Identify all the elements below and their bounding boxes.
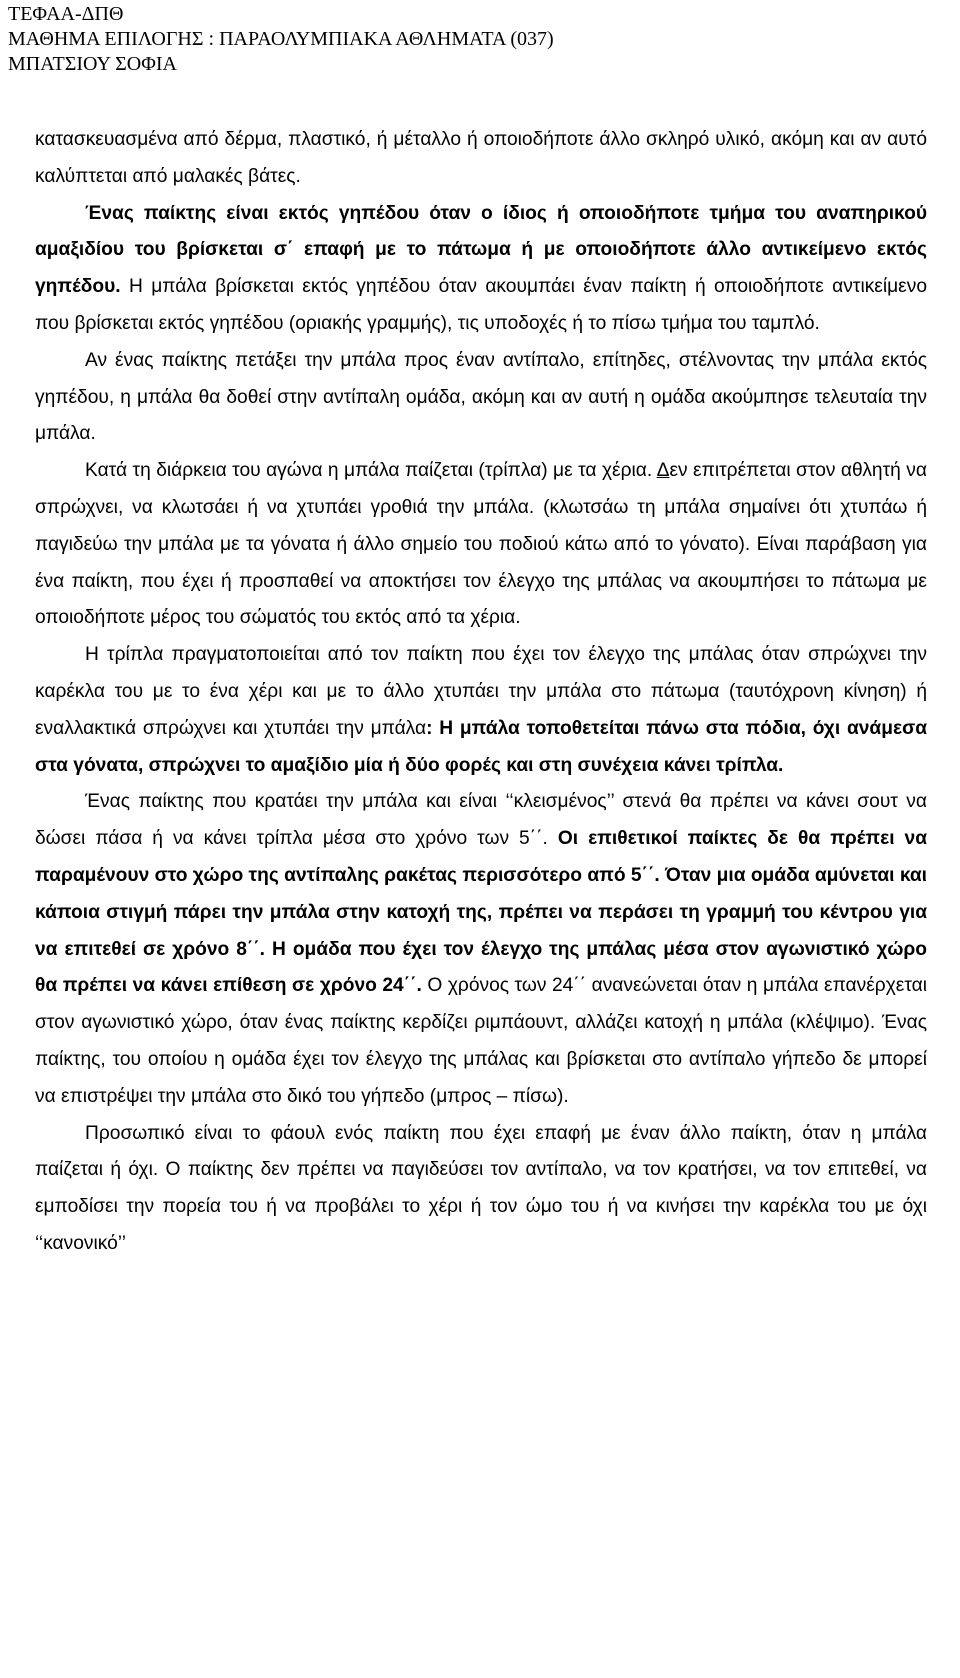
paragraph-5-bold: : Η μπάλα τοποθετείται πάνω στα πόδια, όχι ανάμεσα στα γόνατα, σπρώχνει το αμαξίδιο μία ή δύο φορές και στη συνέχεια κάνει τρίπλα. — [35, 717, 927, 776]
paragraph-7: Προσωπικό είναι το φάουλ ενός παίκτη που έχει επαφή με έναν άλλο παίκτη, όταν η μπάλα παίζεται ή όχι. Ο παίκτης δεν πρέπει να παγιδεύσει τον αντίπαλο, να τον κρατήσει, να τον επιτεθεί, να εμποδίσει την πορεία του ή να προβάλει το χέρι ή τον ώμο του ή να κινήσει την καρέκλα του με όχι ‘‘κανονικό’’ — [35, 1122, 927, 1254]
paragraph-6-bold: Οι επιθετικοί παίκτες δε θα πρέπει να παραμένουν στο χώρο της αντίπαλης ρακέτας περισσότερο από 5΄΄. Όταν μια ομάδα αμύνεται και κάποια στιγμή πάρει την μπάλα στην κατοχή της, πρέπει να περάσει τη γραμμή του κέντρου για να επιτεθεί σε χρόνο 8΄΄. Η ομάδα που έχει τον έλεγχο της μπάλας μέσα στον αγωνιστικό χώρο θα πρέπει να κάνει επίθεση σε χρόνο 24΄΄. — [35, 828, 928, 997]
header-institution: ΤΕΦΑΑ-ΔΠΘ — [8, 3, 124, 25]
paragraph-3: Αν ένας παίκτης πετάξει την μπάλα προς έναν αντίπαλο, επίτηδες, στέλνοντας την μπάλα εκτός γηπέδου, η μπάλα θα δοθεί στην αντίπαλη ομάδα, ακόμη και αν αυτή η ομάδα ακούμπησε τελευταία την μπάλα. — [35, 349, 927, 445]
paragraph-1: κατασκευασμένα από δέρμα, πλαστικό, ή μέταλλο ή οποιοδήποτε άλλο σκληρό υλικό, ακόμη και αν αυτό καλύπτεται από μαλακές βάτες. — [35, 129, 927, 187]
underlined-letter: Δ — [656, 460, 670, 482]
paragraph-6: Ένας παίκτης που κρατάει την μπάλα και είναι ‘‘κλεισμένος’’ στενά θα πρέπει να κάνει σουτ να δώσει πάσα ή να κάνει τρίπλα μέσα στο χρόνο των 5΄΄. Οι επιθετικοί παίκτες δε θα πρέπει να παραμένουν στο χώρο της αντίπαλης ρακέτας περισσότερο από 5΄΄. Όταν μια ομάδα αμύνεται και κάποια στιγμή πάρει την μπάλα στην κατοχή της, πρέπει να περάσει τη γραμμή του κέντρου για να επιτεθεί σε χρόνο 8΄΄. Η ομάδα που έχει τον έλεγχο της μπάλας μέσα στον αγωνιστικό χώρο θα πρέπει να κάνει επίθεση σε χρόνο 24΄΄. Ο χρόνος των 24΄΄ ανανεώνεται όταν η μπάλα επανέρχεται στον αγωνιστικό χώρο, όταν ένας παίκτης κερδίζει ριμπάουντ, αλλάζει κατοχή η μπάλα (κλέψιμο). Ένας παίκτης, του οποίου η ομάδα έχει τον έλεγχο της μπάλας και βρίσκεται στο αντίπαλο γήπεδο δε μπορεί να επιστρέψει την μπάλα στο δικό του γήπεδο (μπρος – πίσω). — [35, 791, 928, 1107]
paragraph-2: Ένας παίκτης είναι εκτός γηπέδου όταν ο ίδιος ή οποιοδήποτε τμήμα του αναπηρικού αμαξιδίου του βρίσκεται σ΄ επαφή με το πάτωμα ή με οποιοδήποτε άλλο αντικείμενο εκτός γηπέδου. Η μπάλα βρίσκεται εκτός γηπέδου όταν ακουμπάει έναν παίκτη ή οποιοδήποτε αντικείμενο που βρίσκεται εκτός γηπέδου (οριακής γραμμής), τις υποδοχές ή το πίσω τμήμα του ταμπλό. — [35, 202, 927, 334]
header-course: ΜΑΘΗΜΑ ΕΠΙΛΟΓΗΣ : ΠΑΡΑΟΛΥΜΠΙΑΚΑ ΑΘΛΗΜΑΤΑ (037) — [8, 28, 554, 50]
document-body — [35, 122, 927, 1263]
paragraph-2-bold: Ένας παίκτης είναι εκτός γηπέδου όταν ο ίδιος ή οποιοδήποτε τμήμα του αναπηρικού αμαξιδίου του βρίσκεται σ΄ επαφή με το πάτωμα ή με οποιοδήποτε άλλο αντικείμενο εκτός γηπέδου. — [35, 202, 927, 298]
header-author: ΜΠΑΤΣΙΟΥ ΣΟΦΙΑ — [8, 53, 177, 75]
document-header — [8, 2, 554, 77]
paragraph-4: Κατά τη διάρκεια του αγώνα η μπάλα παίζεται (τρίπλα) με τα χέρια. Δεν επιτρέπεται στον αθλητή να σπρώχνει, να κλωτσάει ή να χτυπάει γροθιά την μπάλα. (κλωτσάω τη μπάλα σημαίνει ότι χτυπάω ή παγιδεύω την μπάλα με τα γόνατα ή άλλο σημείο του ποδιού κάτω από το γόνατο). Είναι παράβαση για ένα παίκτη, που έχει ή προσπαθεί να αποκτήσει τον έλεγχο της μπάλας να ακουμπήσει το πάτωμα με οποιοδήποτε μέρος του σώματός του εκτός από τα χέρια. — [35, 460, 927, 629]
paragraph-5: Η τρίπλα πραγματοποιείται από τον παίκτη που έχει τον έλεγχο της μπάλας όταν σπρώχνει την καρέκλα του με το ένα χέρι και με το άλλο χτυπάει την μπάλα στο πάτωμα (ταυτόχρονη κίνηση) ή εναλλακτικά σπρώχνει και χτυπάει την μπάλα: Η μπάλα τοποθετείται πάνω στα πόδια, όχι ανάμεσα στα γόνατα, σπρώχνει το αμαξίδιο μία ή δύο φορές και στη συνέχεια κάνει τρίπλα. — [35, 644, 927, 776]
